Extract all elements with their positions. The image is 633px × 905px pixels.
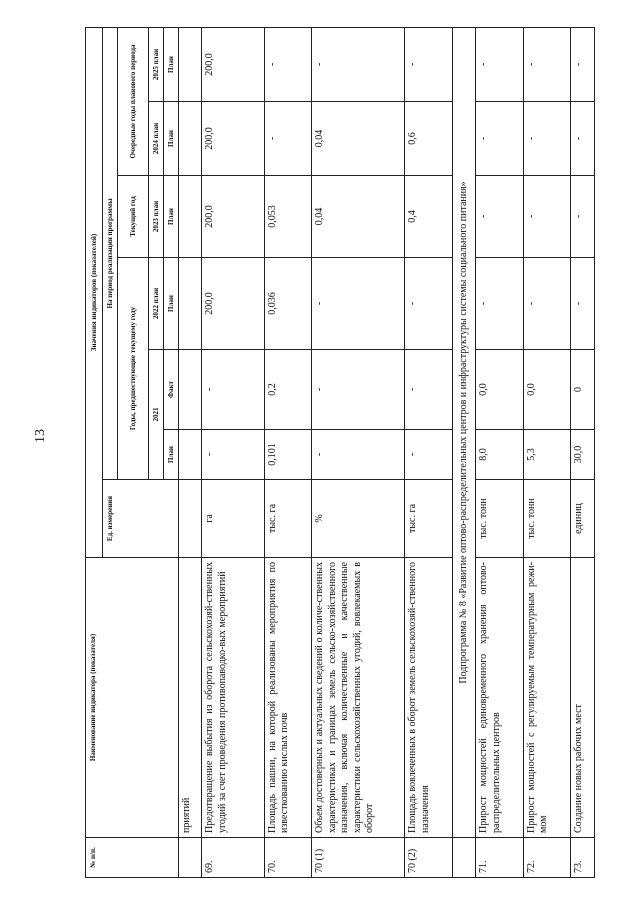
header-2024: 2024 план [148,102,163,176]
indicator-table-rotated [85,28,595,878]
header-current-year: Текущий год [118,176,148,258]
table-row: 70 (1) Объем достоверных и актуальных сведений о количе-ственных характеристиках и границах земель сельско-хозяйственного назначения, включая количественные и качественные характеристики сельскохозяйственных угодий, вовлекаемых в оборот % - - - 0,04 0,04 - [312,27,405,877]
header-values: Значения индикаторов (показателей) [86,27,103,557]
header-fact-2021: Факт [163,350,178,430]
page-number: 13 [33,429,48,443]
header-2023: 2023 план [148,176,163,258]
table-row-continued [178,27,202,877]
table-row: 69. Предотвращение выбытия из оборота сельскохозяй-ственных угодий за счет проведения противопаводко-вых мероприятий га - - 200,0 200,0 200,0 200,0 [202,27,265,877]
header-next-years: Очередные годы планового периода [118,27,148,175]
table-row: 72. Прирост мощностей с регулируемым температурным режи-мом тыс. тонн 5,3 0,0 - - - - [523,27,570,877]
header-2025: 2025 план [148,27,163,101]
header-plan-2024: План [163,102,178,176]
indicator-table [85,27,595,878]
table-row: 70. Площадь пашни, на которой реализованы мероприятия по известкованию кислых почв тыс. га 0,101 0,2 0,036 0,053 - - [264,27,311,877]
header-plan-2022: План [163,258,178,350]
header-2022: 2022 план [148,258,163,350]
header-unit: Ед. измерения [103,480,178,558]
subprogram-title: Подпрограмма № 8 «Развитие оптово-распределительных центров и инфраструктуры системы социального питания» [452,27,476,837]
subprogram-row [452,27,476,877]
header-plan-2023: План [163,176,178,258]
header-2021: 2021 [148,350,163,480]
header-name: Наименование индикатора (показателя) [86,558,179,838]
header-plan-2021: План [163,430,178,480]
table-row: 71. Прирост мощностей единовременного хранения оптово-распределительных центров тыс. тонн 8,0 0,0 - - - - [476,27,523,877]
continued-text: приятий [178,558,202,838]
header-prev-years: Годы, предшествующие текущему году [118,258,148,480]
header-num: № п/п. [86,838,179,878]
header-program-period: На период реализации программы [103,27,118,479]
table-row: 70 (2) Площадь вовлеченных в оборот земель сельскохозяй-ственного назначения тыс. га - - - 0,4 0,6 - [405,27,452,877]
header-plan-2025: План [163,27,178,101]
table-row: 73. Создание новых рабочих мест единиц 30,0 0 - - - - [571,27,595,877]
